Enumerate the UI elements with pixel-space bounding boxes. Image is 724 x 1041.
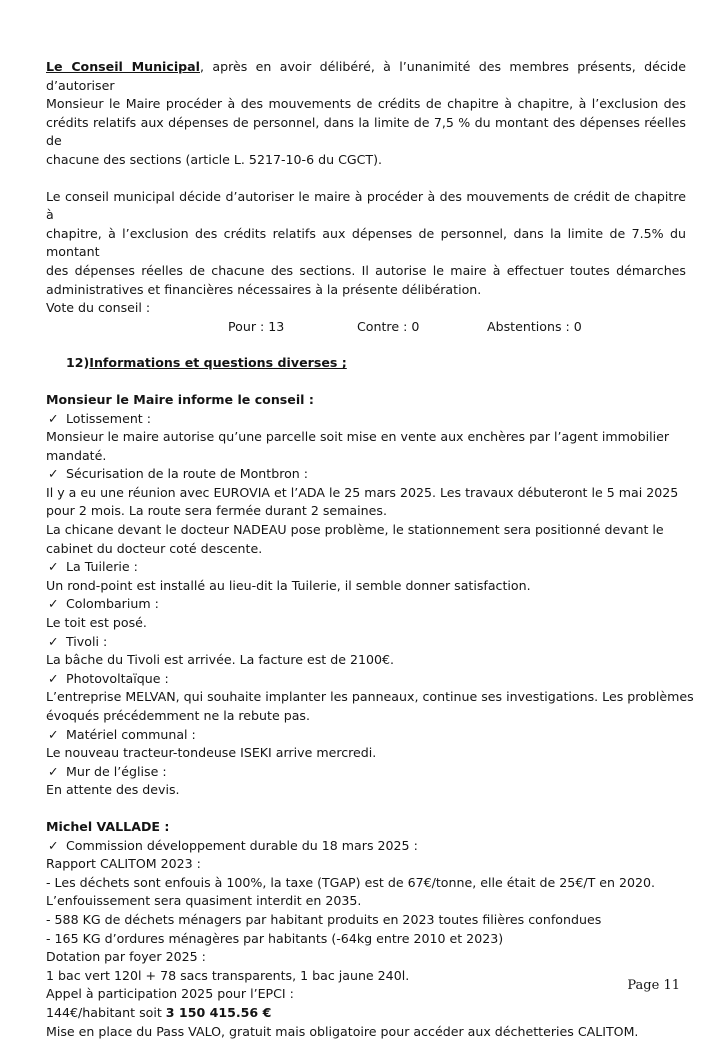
vallade-section (46, 818, 686, 1041)
text-line: En attente des devis. (46, 781, 686, 800)
text-line: L’entreprise MELVAN, qui souhaite implanter les panneaux, continue ses investigations. Les problèmes (46, 688, 686, 707)
text-line: mandaté. (46, 447, 686, 466)
vote-results (46, 318, 686, 337)
text-line: cabinet du docteur coté descente. (46, 540, 686, 559)
info-item-label: ✓ Mur de l’église : (46, 763, 686, 782)
text-line: pour 2 mois. La route sera fermée durant 2 semaines. (46, 502, 686, 521)
text-line: 1 bac vert 120l + 78 sacs transparents, 1 bac jaune 240l. (46, 967, 686, 986)
text-line: - 588 KG de déchets ménagers par habitant produits en 2023 toutes filières confondues (46, 911, 686, 930)
text-line: Monsieur le Maire procéder à des mouvements de crédits de chapitre à chapitre, à l’exclusion des (46, 95, 686, 114)
document-page (46, 58, 686, 1041)
info-item-label: ✓ Matériel communal : (46, 726, 686, 745)
maire-heading: Monsieur le Maire informe le conseil : (46, 391, 686, 410)
vallade-item: ✓ Commission développement durable du 18 mars 2025 : (46, 837, 686, 856)
info-item (46, 726, 686, 763)
vallade-heading: Michel VALLADE : (46, 818, 686, 837)
text-line: Monsieur le maire autorise qu’une parcelle soit mise en vente aux enchères par l’agent immobilier (46, 428, 686, 447)
text-line: chapitre, à l’exclusion des crédits relatifs aux dépenses de personnel, dans la limite de 7.5% du montant (46, 225, 686, 262)
checkmark-icon: ✓ (48, 595, 66, 614)
info-item (46, 763, 686, 800)
text-line: des dépenses réelles de chacune des sections. Il autorise le maire à effectuer toutes démarches (46, 262, 686, 281)
text-line: administratives et financières nécessaires à la présente délibération. (46, 281, 686, 300)
text-line: Un rond-point est installé au lieu-dit la Tuilerie, il semble donner satisfaction. (46, 577, 686, 596)
info-item-label: ✓ Sécurisation de la route de Montbron : (46, 465, 686, 484)
text-line: crédits relatifs aux dépenses de personnel, dans la limite de 7,5 % du montant des dépenses réelles de (46, 114, 686, 151)
info-item (46, 670, 686, 726)
text-line: Le nouveau tracteur-tondeuse ISEKI arrive mercredi. (46, 744, 686, 763)
checkmark-icon: ✓ (48, 633, 66, 652)
paragraph-deliberation-1: Le Conseil Municipal, après en avoir délibéré, à l’unanimité des membres présents, décide d’autoriser Monsieur le Maire procéder à des mouvements de crédits de chapitre à chapitre, à l’exclusion des crédits relatifs aux dépenses de personnel, dans la limite de 7,5 % du montant des dépenses réelles de chacune des sections (article L. 5217-10-6 du CGCT). (46, 58, 686, 170)
info-item-label: ✓ Tivoli : (46, 633, 686, 652)
checkmark-icon: ✓ (48, 837, 66, 856)
vote-label: Vote du conseil : (46, 299, 686, 318)
info-item-label: ✓ Photovoltaïque : (46, 670, 686, 689)
text-line: La bâche du Tivoli est arrivée. La facture est de 2100€. (46, 651, 686, 670)
text-line: Dotation par foyer 2025 : (46, 948, 686, 967)
info-item (46, 465, 686, 558)
text-line: La chicane devant le docteur NADEAU pose problème, le stationnement sera positionné devant le (46, 521, 686, 540)
checkmark-icon: ✓ (48, 465, 66, 484)
text-line: Le conseil municipal décide d’autoriser le maire à procéder à des mouvements de crédit de chapitre à (46, 188, 686, 225)
participation-amount: 3 150 415.56 € (166, 1005, 272, 1020)
text-line: L’enfouissement sera quasiment interdit en 2035. (46, 892, 686, 911)
text-line: - 165 KG d’ordures ménagères par habitants (-64kg entre 2010 et 2023) (46, 930, 686, 949)
council-lead: Le Conseil Municipal (46, 59, 200, 74)
info-item (46, 633, 686, 670)
checkmark-icon: ✓ (48, 763, 66, 782)
info-item (46, 595, 686, 632)
vote-pour: Pour : 13 (228, 318, 284, 337)
info-item-label: ✓ Colombarium : (46, 595, 686, 614)
info-item-label: ✓ La Tuilerie : (46, 558, 686, 577)
checkmark-icon: ✓ (48, 558, 66, 577)
checkmark-icon: ✓ (48, 726, 66, 745)
text-line: Le toit est posé. (46, 614, 686, 633)
text-line: Appel à participation 2025 pour l’EPCI : (46, 985, 686, 1004)
text-line: - Les déchets sont enfouis à 100%, la taxe (TGAP) est de 67€/tonne, elle était de 25€/T en 2020. (46, 874, 686, 893)
info-item (46, 410, 686, 466)
checkmark-icon: ✓ (48, 670, 66, 689)
maire-section (46, 391, 686, 800)
checkmark-icon: ✓ (48, 410, 66, 429)
text-line: Il y a eu une réunion avec EUROVIA et l’ADA le 25 mars 2025. Les travaux débuteront le 5 mai 2025 (46, 484, 686, 503)
info-item-label: ✓ Lotissement : (46, 410, 686, 429)
vote-abstentions: Abstentions : 0 (487, 318, 582, 337)
vote-contre: Contre : 0 (357, 318, 419, 337)
text-line: évoqués précédemment ne la rebute pas. (46, 707, 686, 726)
paragraph-deliberation-2 (46, 188, 686, 337)
text-line: Mise en place du Pass VALO, gratuit mais obligatoire pour accéder aux déchetteries CALITOM. (46, 1023, 686, 1041)
info-item (46, 558, 686, 595)
section-heading-12: 12)Informations et questions diverses ; (46, 354, 686, 373)
text-line: chacune des sections (article L. 5217-10-6 du CGCT). (46, 151, 686, 170)
text-line: Rapport CALITOM 2023 : (46, 855, 686, 874)
text-line: 144€/habitant soit 3 150 415.56 € (46, 1004, 686, 1023)
page-number: Page 11 (627, 978, 680, 993)
